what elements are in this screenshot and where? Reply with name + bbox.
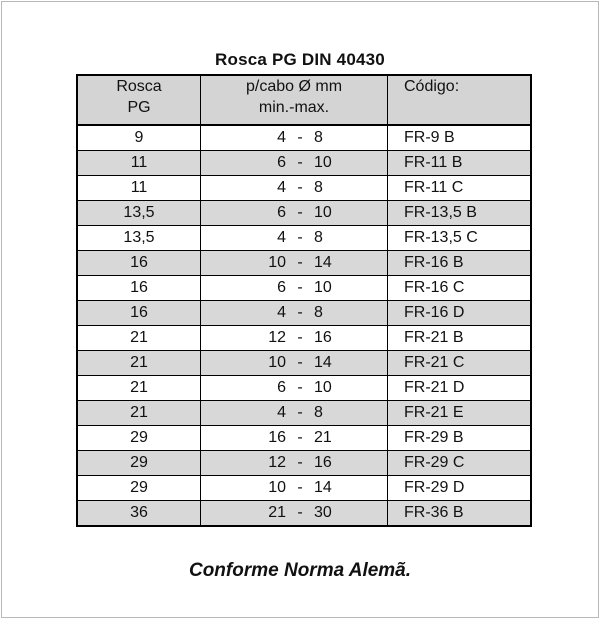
cell-codigo: FR-21 D	[388, 376, 532, 401]
cell-cable-range	[201, 201, 388, 226]
table-row	[77, 476, 531, 501]
cell-rosca: 21	[77, 326, 201, 351]
cell-min: 4	[277, 304, 286, 321]
cell-max: 8	[314, 404, 323, 421]
cell-cable-range	[201, 426, 388, 451]
cell-rosca: 21	[77, 376, 201, 401]
cell-codigo: FR-9 B	[388, 125, 532, 151]
cell-codigo: FR-13,5 B	[388, 201, 532, 226]
cell-min: 6	[277, 279, 286, 296]
cell-rosca: 16	[77, 276, 201, 301]
cell-rosca: 29	[77, 476, 201, 501]
header-max: max.	[294, 99, 330, 116]
table-header	[77, 75, 531, 125]
cell-cable-range	[201, 451, 388, 476]
cell-cable-range	[201, 476, 388, 501]
cell-dash: -	[297, 304, 303, 321]
table-row	[77, 301, 531, 326]
table-row	[77, 426, 531, 451]
header-rosca-line1: Rosca	[116, 78, 162, 95]
cell-cable-range	[201, 326, 388, 351]
cell-rosca: 21	[77, 351, 201, 376]
cell-rosca: 16	[77, 251, 201, 276]
cell-rosca: 9	[77, 125, 201, 151]
cell-max: 21	[314, 429, 332, 446]
cell-min: 16	[268, 429, 286, 446]
cell-rosca: 36	[77, 501, 201, 527]
cell-max: 16	[314, 329, 332, 346]
cell-cable-range	[201, 251, 388, 276]
cell-min: 12	[268, 454, 286, 471]
cell-min: 12	[268, 329, 286, 346]
table-row	[77, 501, 531, 527]
cell-min: 10	[268, 354, 286, 371]
cell-rosca: 16	[77, 301, 201, 326]
cell-dash: -	[297, 154, 303, 171]
table-row	[77, 251, 531, 276]
cell-rosca: 21	[77, 401, 201, 426]
table-row	[77, 401, 531, 426]
cell-codigo: FR-13,5 C	[388, 226, 532, 251]
cell-dash: -	[297, 429, 303, 446]
cell-max: 30	[314, 504, 332, 521]
cell-dash: -	[297, 354, 303, 371]
cell-min: 21	[268, 504, 286, 521]
cell-cable-range	[201, 151, 388, 176]
cell-max: 10	[314, 379, 332, 396]
cell-max: 14	[314, 479, 332, 496]
table-row	[77, 125, 531, 151]
cell-max: 10	[314, 279, 332, 296]
cell-min: 4	[277, 229, 286, 246]
cell-dash: -	[297, 479, 303, 496]
cell-rosca: 13,5	[77, 226, 201, 251]
cell-max: 8	[314, 229, 323, 246]
table-title: Rosca PG DIN 40430	[215, 50, 385, 69]
header-cable-line2	[201, 97, 387, 118]
cell-codigo: FR-11 C	[388, 176, 532, 201]
cell-max: 8	[314, 179, 323, 196]
table-row	[77, 151, 531, 176]
cell-min: 4	[277, 404, 286, 421]
cell-dash: -	[297, 504, 303, 521]
header-rosca-line2: PG	[127, 99, 151, 116]
cell-codigo: FR-16 B	[388, 251, 532, 276]
cell-min: 4	[277, 179, 286, 196]
table-row	[77, 326, 531, 351]
cell-codigo: FR-21 E	[388, 401, 532, 426]
cell-min: 10	[268, 479, 286, 496]
cell-dash: -	[297, 454, 303, 471]
cell-codigo: FR-11 B	[388, 151, 532, 176]
table-body	[77, 125, 531, 526]
cell-dash: -	[297, 329, 303, 346]
cell-codigo: FR-29 B	[388, 426, 532, 451]
header-dash: -	[289, 99, 295, 116]
cell-rosca: 13,5	[77, 201, 201, 226]
cell-cable-range	[201, 301, 388, 326]
cell-cable-range	[201, 501, 388, 527]
header-min: min.	[258, 99, 290, 116]
cell-dash: -	[297, 229, 303, 246]
cell-min: 10	[268, 254, 286, 271]
cell-codigo: FR-29 C	[388, 451, 532, 476]
cell-rosca: 29	[77, 426, 201, 451]
cell-codigo: FR-16 C	[388, 276, 532, 301]
cell-cable-range	[201, 401, 388, 426]
table-row	[77, 351, 531, 376]
cell-cable-range	[201, 176, 388, 201]
table-row	[77, 226, 531, 251]
cell-codigo: FR-21 C	[388, 351, 532, 376]
table-row	[77, 451, 531, 476]
cell-cable-range	[201, 276, 388, 301]
cell-rosca: 11	[77, 176, 201, 201]
cell-cable-range	[201, 351, 388, 376]
cell-max: 8	[314, 304, 323, 321]
cell-cable-range	[201, 376, 388, 401]
table-row	[77, 176, 531, 201]
cell-codigo: FR-29 D	[388, 476, 532, 501]
table-row	[77, 276, 531, 301]
cell-codigo: FR-16 D	[388, 301, 532, 326]
cell-cable-range	[201, 125, 388, 151]
cell-min: 6	[277, 379, 286, 396]
cell-min: 6	[277, 204, 286, 221]
header-cable-diameter	[201, 75, 388, 125]
header-codigo: Código:	[388, 75, 532, 125]
cell-dash: -	[297, 279, 303, 296]
table-row	[77, 376, 531, 401]
cell-rosca: 11	[77, 151, 201, 176]
cell-cable-range	[201, 226, 388, 251]
footer-note: Conforme Norma Alemã.	[188, 560, 412, 581]
spec-table	[76, 74, 532, 527]
cell-max: 10	[314, 204, 332, 221]
cell-min: 4	[277, 129, 286, 146]
header-cable-line1: p/cabo Ø mm	[245, 78, 343, 95]
cell-max: 14	[314, 254, 332, 271]
cell-dash: -	[297, 204, 303, 221]
header-row	[77, 75, 531, 125]
cell-max: 10	[314, 154, 332, 171]
cell-dash: -	[297, 179, 303, 196]
cell-rosca: 29	[77, 451, 201, 476]
table-row	[77, 201, 531, 226]
header-rosca	[77, 75, 201, 125]
cell-codigo: FR-36 B	[388, 501, 532, 527]
cell-dash: -	[297, 404, 303, 421]
cell-dash: -	[297, 129, 303, 146]
cell-min: 6	[277, 154, 286, 171]
cell-max: 14	[314, 354, 332, 371]
cell-codigo: FR-21 B	[388, 326, 532, 351]
cell-max: 8	[314, 129, 323, 146]
cell-max: 16	[314, 454, 332, 471]
cell-dash: -	[297, 254, 303, 271]
cell-dash: -	[297, 379, 303, 396]
